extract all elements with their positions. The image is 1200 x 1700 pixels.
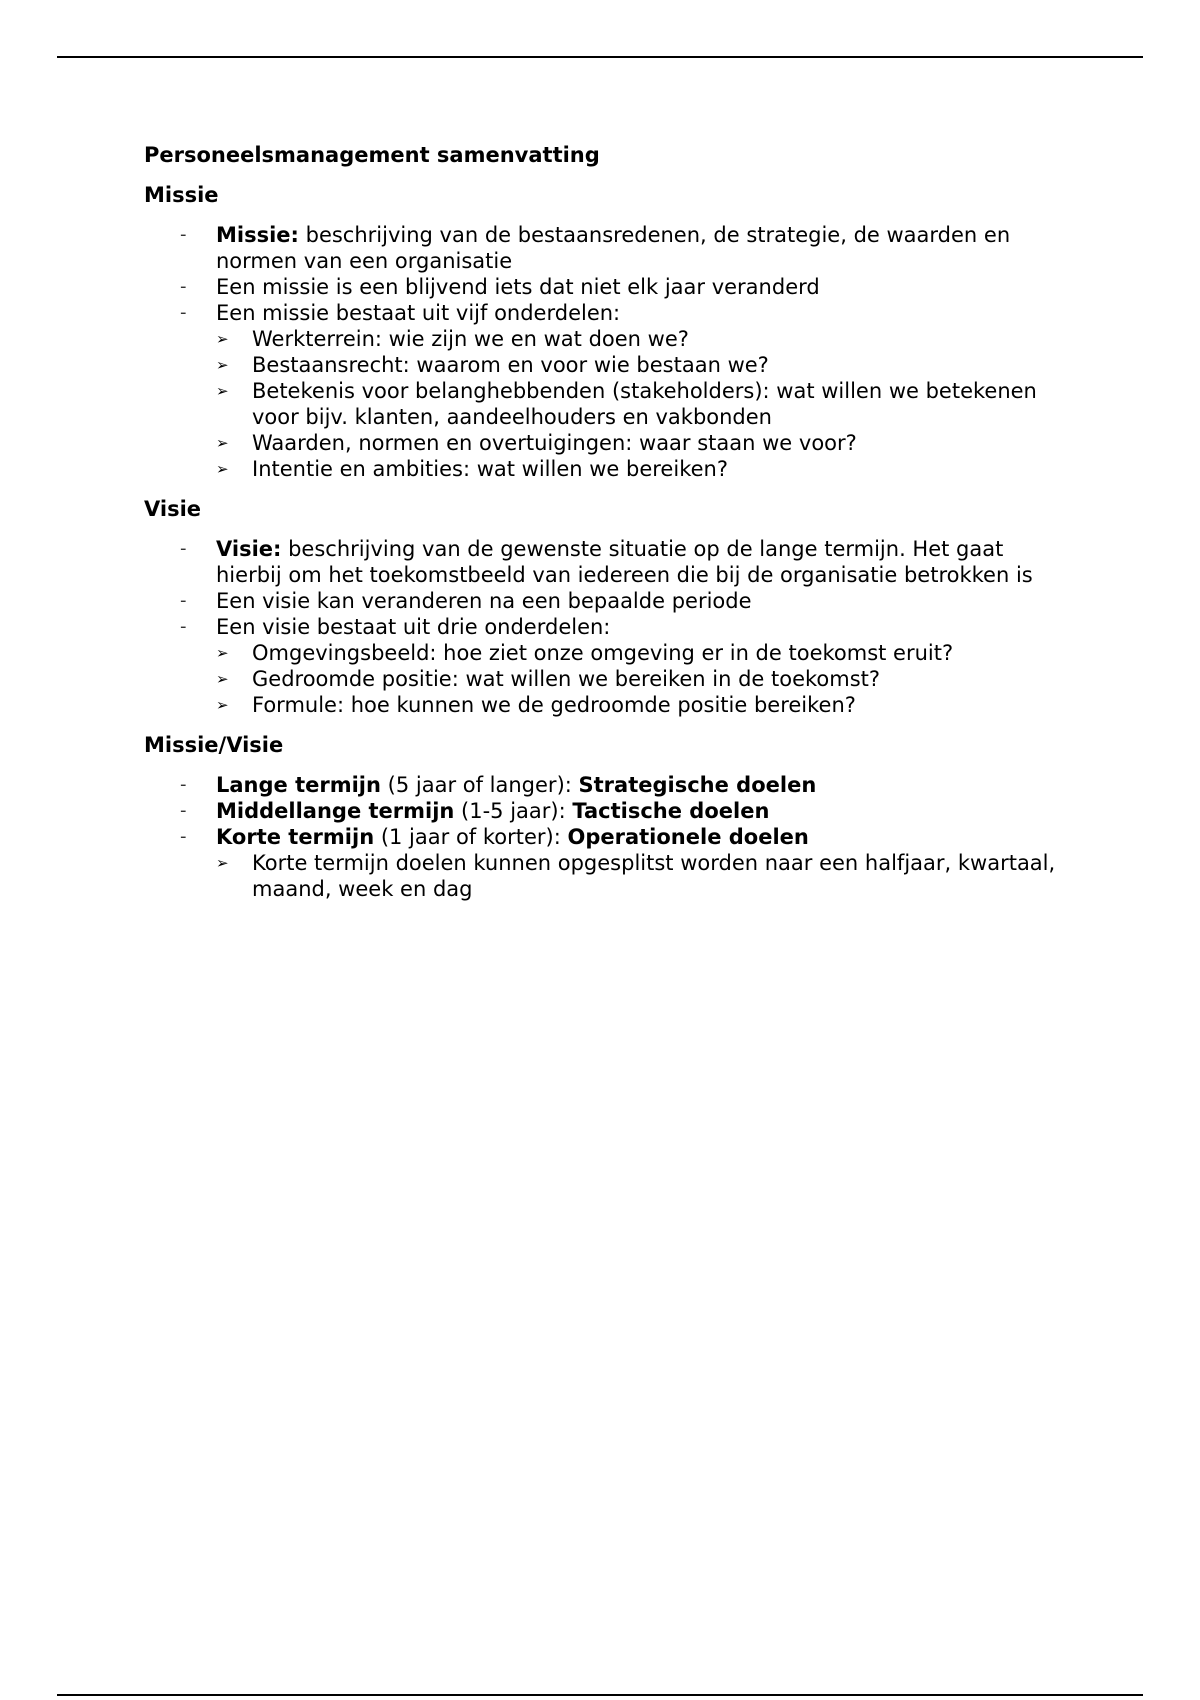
list-item — [144, 772, 1064, 798]
dash-bullet: - — [180, 302, 187, 323]
dash-bullet: - — [180, 826, 187, 847]
goal-label: Tactische doelen — [572, 799, 770, 823]
missie-list — [144, 222, 1064, 482]
arrow-bullet-icon: ➢ — [216, 696, 229, 714]
sub-list — [216, 850, 1064, 902]
sub-item-text: Formule: hoe kunnen we de gedroomde positie bereiken? — [252, 693, 856, 717]
dash-bullet: - — [180, 774, 187, 795]
item-text: (1 jaar of korter): — [374, 825, 568, 849]
list-item — [144, 536, 1064, 588]
list-item — [144, 614, 1064, 718]
arrow-bullet-icon: ➢ — [216, 434, 229, 452]
item-text: beschrijving van de bestaansredenen, de strategie, de waarden en normen van een organisatie — [216, 223, 1011, 273]
sub-list-item — [216, 456, 1064, 482]
item-text: Een visie kan veranderen na een bepaalde periode — [216, 589, 752, 613]
sub-list-item — [216, 378, 1064, 430]
document-title: Personeelsmanagement samenvatting — [144, 143, 600, 167]
sub-list-item — [216, 692, 1064, 718]
item-text: Een missie is een blijvend iets dat niet elk jaar veranderd — [216, 275, 820, 299]
term-label: Missie: — [216, 223, 299, 247]
sub-list-item — [216, 352, 1064, 378]
dash-bullet: - — [180, 590, 187, 611]
sub-list — [216, 640, 1064, 718]
dash-bullet: - — [180, 616, 187, 637]
section-heading-visie: Visie — [144, 497, 202, 521]
sub-list-item — [216, 430, 1064, 456]
sub-item-text: Betekenis voor belanghebbenden (stakeholders): wat willen we betekenen voor bijv. klanten, aandeelhouders en vakbonden — [252, 379, 1037, 429]
dash-bullet: - — [180, 224, 187, 245]
sub-item-text: Omgevingsbeeld: hoe ziet onze omgeving er in de toekomst eruit? — [252, 641, 954, 665]
sub-list — [216, 326, 1064, 482]
arrow-bullet-icon: ➢ — [216, 854, 229, 872]
header-rule — [57, 56, 1143, 58]
dash-bullet: - — [180, 538, 187, 559]
list-item — [144, 588, 1064, 614]
list-item — [144, 300, 1064, 482]
term-label: Korte termijn — [216, 825, 375, 849]
footer-rule — [57, 1694, 1143, 1696]
arrow-bullet-icon: ➢ — [216, 670, 229, 688]
arrow-bullet-icon: ➢ — [216, 644, 229, 662]
section-heading-missie: Missie — [144, 183, 219, 207]
term-label: Lange termijn — [216, 773, 381, 797]
visie-list — [144, 536, 1064, 718]
dash-bullet: - — [180, 276, 187, 297]
arrow-bullet-icon: ➢ — [216, 382, 229, 400]
item-text: (1-5 jaar): — [454, 799, 573, 823]
term-label: Middellange termijn — [216, 799, 455, 823]
term-label: Visie: — [216, 537, 282, 561]
item-text: Een missie bestaat uit vijf onderdelen: — [216, 301, 621, 325]
sub-item-text: Gedroomde positie: wat willen we bereiken in de toekomst? — [252, 667, 881, 691]
item-text: beschrijving van de gewenste situatie op de lange termijn. Het gaat hierbij om het toekomstbeeld van iedereen die bij de organisatie betrokken is — [216, 537, 1033, 587]
list-item — [144, 222, 1064, 274]
document-body — [144, 142, 1064, 916]
missie-visie-list — [144, 772, 1064, 902]
arrow-bullet-icon: ➢ — [216, 460, 229, 478]
sub-list-item — [216, 850, 1064, 902]
sub-item-text: Bestaansrecht: waarom en voor wie bestaan we? — [252, 353, 769, 377]
sub-list-item — [216, 326, 1064, 352]
arrow-bullet-icon: ➢ — [216, 356, 229, 374]
goal-label: Operationele doelen — [567, 825, 809, 849]
list-item — [144, 798, 1064, 824]
item-text: Een visie bestaat uit drie onderdelen: — [216, 615, 611, 639]
sub-item-text: Waarden, normen en overtuigingen: waar staan we voor? — [252, 431, 857, 455]
arrow-bullet-icon: ➢ — [216, 330, 229, 348]
list-item — [144, 274, 1064, 300]
goal-label: Strategische doelen — [578, 773, 817, 797]
sub-list-item — [216, 640, 1064, 666]
dash-bullet: - — [180, 800, 187, 821]
section-heading-missie-visie: Missie/Visie — [144, 733, 284, 757]
list-item — [144, 824, 1064, 902]
sub-item-text: Intentie en ambities: wat willen we bereiken? — [252, 457, 728, 481]
sub-item-text: Korte termijn doelen kunnen opgesplitst worden naar een halfjaar, kwartaal, maand, week en dag — [252, 851, 1056, 901]
item-text: (5 jaar of langer): — [380, 773, 579, 797]
sub-list-item — [216, 666, 1064, 692]
sub-item-text: Werkterrein: wie zijn we en wat doen we? — [252, 327, 689, 351]
